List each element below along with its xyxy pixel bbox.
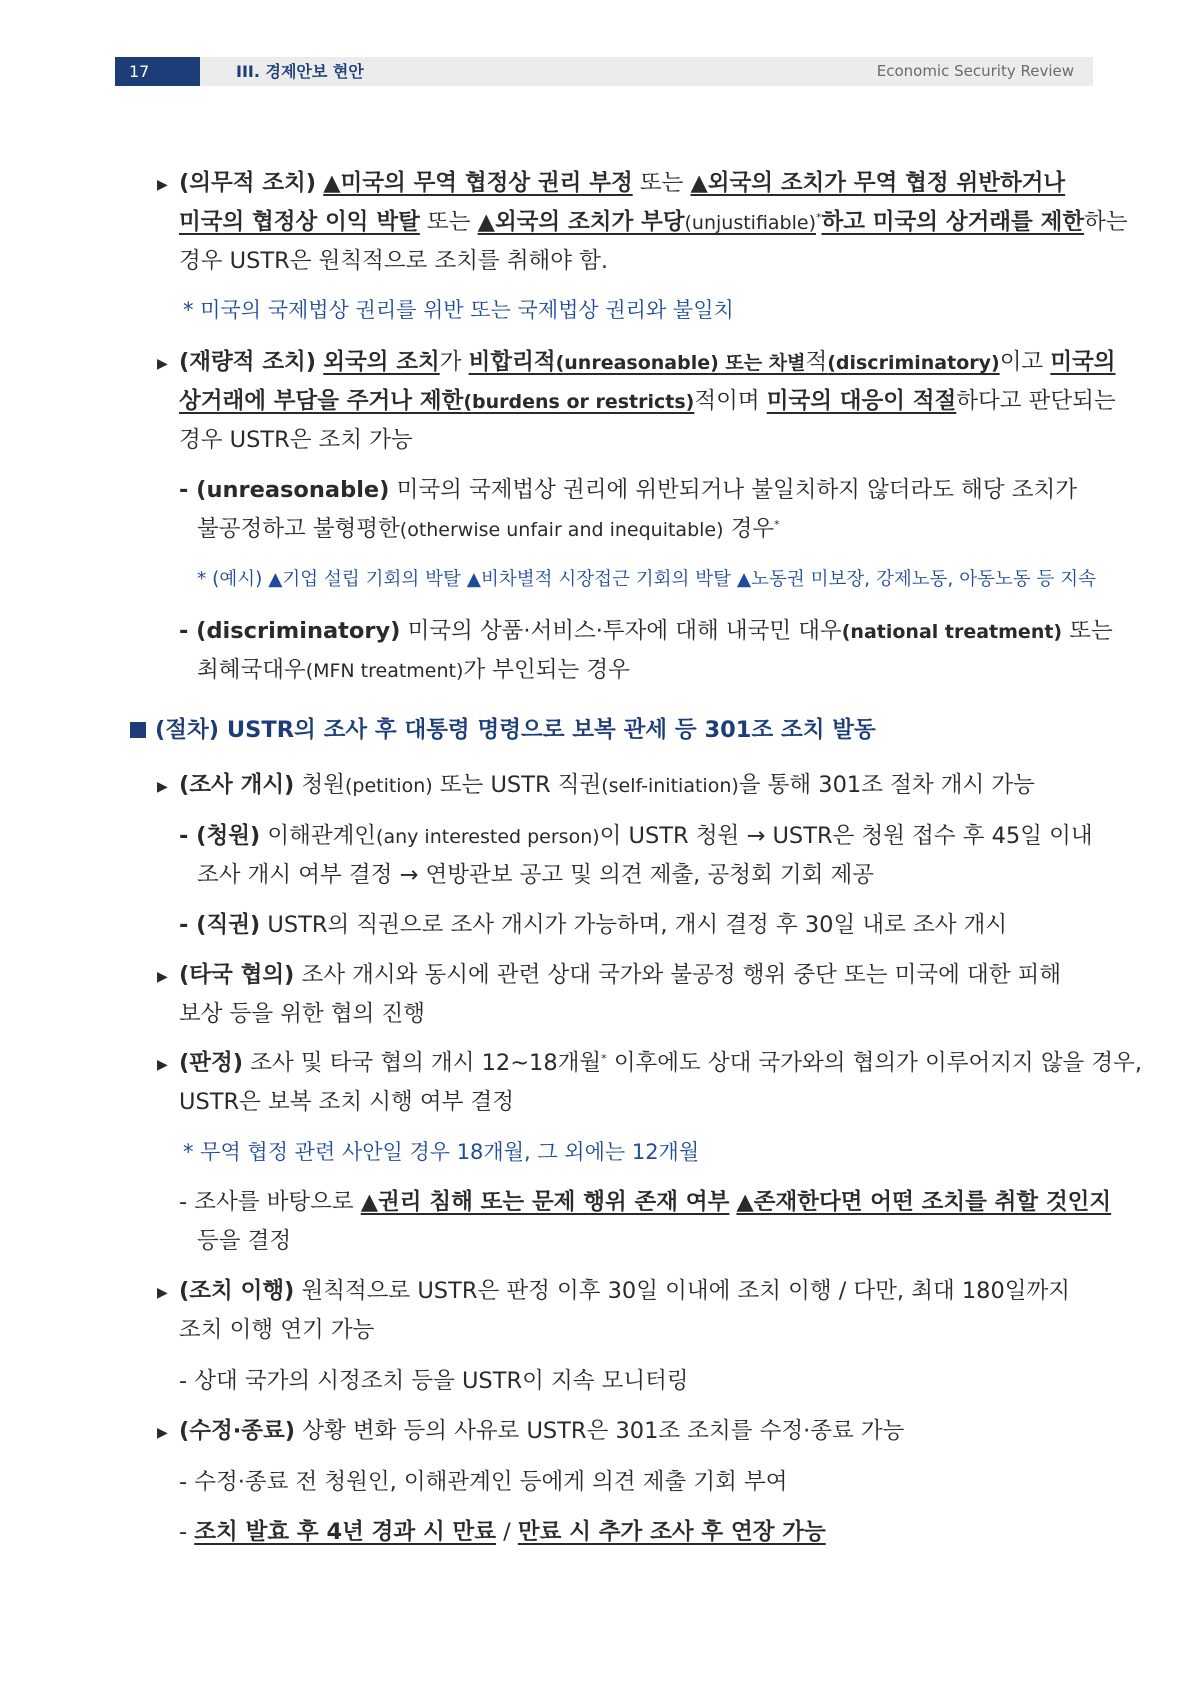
dash-determination-line2: 등을 결정	[197, 1228, 292, 1254]
triangle-bullet-icon: ▶	[157, 779, 168, 795]
footnote-determination: * 무역 협정 관련 사안일 경우 18개월, 그 외에는 12개월	[183, 1140, 700, 1164]
dash-modification-opinion: - 수정·종료 전 청원인, 이해관계인 등에게 의견 제출 기회 부여	[179, 1469, 788, 1495]
bullet-implementation-line2: 조치 이행 연기 가능	[179, 1317, 375, 1343]
triangle-bullet-icon: ▶	[157, 969, 168, 985]
bullet-mandatory-line1: (의무적 조치) ▲미국의 무역 협정상 권리 부정 또는 ▲외국의 조치가 무역 협정 위반하거나	[179, 170, 1066, 196]
bullet-determination-line2: USTR은 보복 조치 시행 여부 결정	[179, 1089, 514, 1115]
journal-name: Economic Security Review	[876, 62, 1074, 80]
dash-determination-line1: - 조사를 바탕으로 ▲권리 침해 또는 문제 행위 존재 여부 ▲존재한다면 어떤 조치를 취할 것인지	[179, 1189, 1112, 1215]
bullet-investigation-start: (조사 개시) 청원(petition) 또는 USTR 직권(self-initiation)을 통해 301조 절차 개시 가능	[179, 772, 1035, 798]
dash-petition-line1: - (청원) 이해관계인(any interested person)이 USTR 청원 → USTR은 청원 접수 후 45일 이내	[179, 823, 1093, 849]
footnote-unreasonable-examples: * (예시) ▲기업 설립 기회의 박탈 ▲비차별적 시장접근 기회의 박탈 ▲노동권 미보장, 강제노동, 아동노동 등 지속	[197, 569, 1097, 590]
bullet-discretionary-line1: (재량적 조치) 외국의 조치가 비합리적(unreasonable) 또는 차별적(discriminatory)이고 미국의	[179, 349, 1116, 375]
bullet-implementation-line1: (조치 이행) 원칙적으로 USTR은 판정 이후 30일 이내에 조치 이행 / 다만, 최대 180일까지	[179, 1278, 1070, 1304]
square-bullet-icon	[130, 722, 146, 738]
page-header	[115, 57, 1093, 86]
section-title: III. 경제안보 현안	[236, 62, 364, 81]
dash-expiration: - 조치 발효 후 4년 경과 시 만료 / 만료 시 추가 조사 후 연장 가능	[179, 1519, 826, 1545]
bullet-mandatory-line2: 미국의 협정상 이익 박탈 또는 ▲외국의 조치가 부당(unjustifiable)*하고 미국의 상거래를 제한하는	[179, 209, 1128, 235]
triangle-bullet-icon: ▶	[157, 356, 168, 372]
bullet-modification: (수정·종료) 상황 변화 등의 사유로 USTR은 301조 조치를 수정·종료 가능	[179, 1418, 905, 1444]
dash-petition-line2: 조사 개시 여부 결정 → 연방관보 공고 및 의견 제출, 공청회 기회 제공	[197, 862, 874, 888]
bullet-discretionary-line3: 경우 USTR은 조치 가능	[179, 427, 413, 453]
bullet-determination-line1: (판정) 조사 및 타국 협의 개시 12~18개월* 이후에도 상대 국가와의 협의가 이루어지지 않을 경우,	[179, 1050, 1143, 1076]
footnote-mandatory: * 미국의 국제법상 권리를 위반 또는 국제법상 권리와 불일치	[183, 298, 734, 322]
dash-self-initiation: - (직권) USTR의 직권으로 조사 개시가 가능하며, 개시 결정 후 30일 내로 조사 개시	[179, 912, 1008, 938]
triangle-bullet-icon: ▶	[157, 1285, 168, 1301]
dash-discriminatory-line2: 최혜국대우(MFN treatment)가 부인되는 경우	[197, 657, 630, 683]
triangle-bullet-icon: ▶	[157, 177, 168, 193]
triangle-bullet-icon: ▶	[157, 1425, 168, 1441]
dash-discriminatory-line1: - (discriminatory) 미국의 상품·서비스·투자에 대해 내국민 대우(national treatment) 또는	[179, 618, 1113, 644]
bullet-discretionary-line2: 상거래에 부담을 주거나 제한(burdens or restricts)적이며 미국의 대응이 적절하다고 판단되는	[179, 388, 1116, 414]
page-number: 17	[115, 57, 200, 86]
triangle-bullet-icon: ▶	[157, 1057, 168, 1073]
dash-monitoring: - 상대 국가의 시정조치 등을 USTR이 지속 모니터링	[179, 1368, 689, 1394]
bullet-consultation-line1: (타국 협의) 조사 개시와 동시에 관련 상대 국가와 불공정 행위 중단 또는 미국에 대한 피해	[179, 962, 1062, 988]
bullet-mandatory-line3: 경우 USTR은 원칙적으로 조치를 취해야 함.	[179, 248, 609, 274]
dash-unreasonable-line2: 불공정하고 불형평한(otherwise unfair and inequitable) 경우*	[197, 516, 780, 542]
section-heading-procedure: (절차) USTR의 조사 후 대통령 명령으로 보복 관세 등 301조 조치 발동	[155, 717, 876, 743]
bullet-consultation-line2: 보상 등을 위한 협의 진행	[179, 1001, 425, 1027]
dash-unreasonable-line1: - (unreasonable) 미국의 국제법상 권리에 위반되거나 불일치하지 않더라도 해당 조치가	[179, 477, 1077, 503]
